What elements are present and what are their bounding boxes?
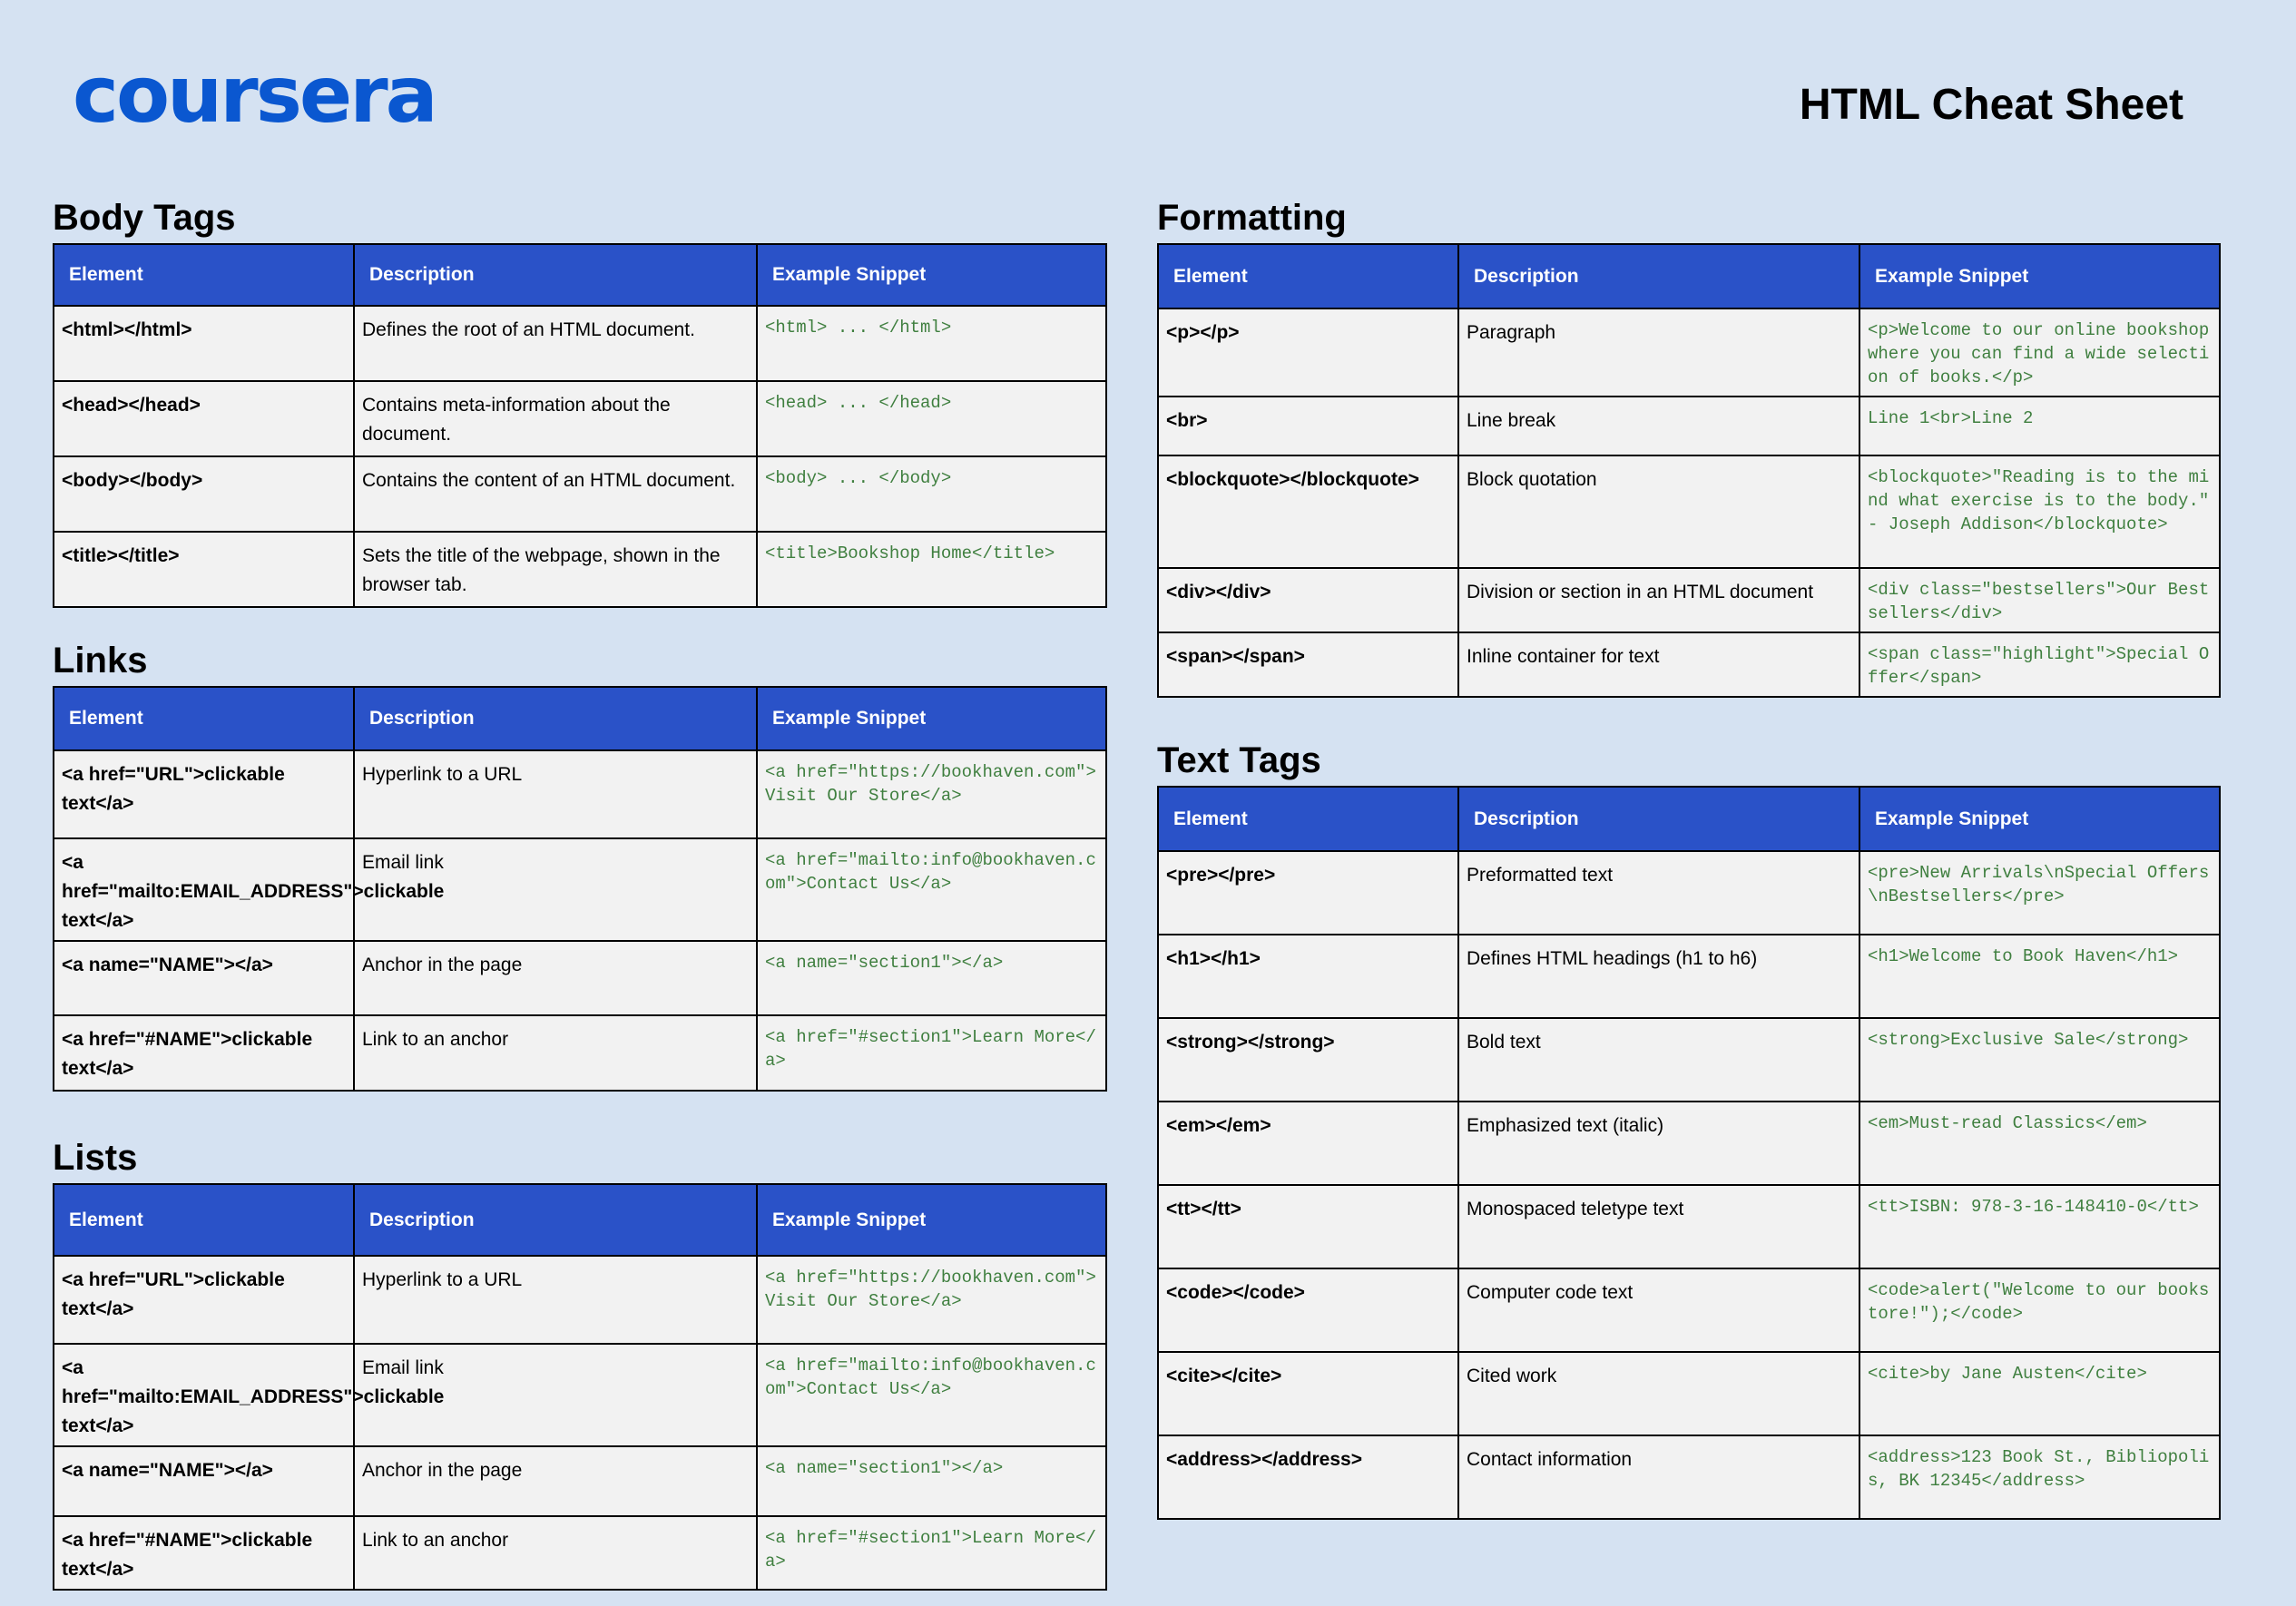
description-cell: Division or section in an HTML document (1458, 568, 1859, 632)
example-cell: <a href="#section1">Learn More</a> (757, 1516, 1106, 1590)
description-cell: Link to an anchor (354, 1516, 757, 1590)
table-row (1158, 397, 2220, 455)
table-header-row (54, 1184, 1106, 1256)
description-cell: Cited work (1458, 1352, 1859, 1435)
text-tags-table (1157, 786, 2221, 1520)
element-cell: <a name="NAME"></a> (54, 941, 354, 1015)
description-cell: Contains meta-information about the document. (354, 381, 757, 456)
section-title: Text Tags (1157, 740, 1321, 780)
body-tags-table (53, 243, 1107, 608)
example-cell: <div class="bestsellers">Our Bestsellers</div> (1859, 568, 2220, 632)
example-cell: <address>123 Book St., Bibliopolis, BK 12345</address> (1859, 1435, 2220, 1519)
column-header-description: Description (354, 687, 757, 750)
description-cell: Email link (354, 838, 757, 941)
description-cell: Block quotation (1458, 455, 1859, 568)
column-header-description: Description (1458, 244, 1859, 308)
column-header-example: Example Snippet (1859, 244, 2220, 308)
description-cell: Anchor in the page (354, 941, 757, 1015)
description-cell: Emphasized text (italic) (1458, 1102, 1859, 1185)
column-header-description: Description (1458, 787, 1859, 851)
element-cell: <a href="URL">clickable text</a> (54, 750, 354, 838)
description-cell: Bold text (1458, 1018, 1859, 1102)
table-row (54, 456, 1106, 532)
element-cell: <a href="mailto:EMAIL_ADDRESS">clickable text</a> (54, 1344, 354, 1446)
element-cell: <tt></tt> (1158, 1185, 1458, 1268)
element-cell: <a href="#NAME">clickable text</a> (54, 1516, 354, 1590)
coursera-logo: coursera (73, 50, 436, 141)
example-cell: <a href="mailto:info@bookhaven.com">Contact Us</a> (757, 1344, 1106, 1446)
element-cell: <a href="#NAME">clickable text</a> (54, 1015, 354, 1091)
element-cell: <a href="URL">clickable text</a> (54, 1256, 354, 1344)
table-row (1158, 632, 2220, 697)
element-cell: <title></title> (54, 532, 354, 607)
description-cell: Defines the root of an HTML document. (354, 306, 757, 381)
column-header-element: Element (54, 687, 354, 750)
example-cell: <a name="section1"></a> (757, 1446, 1106, 1516)
element-cell: <head></head> (54, 381, 354, 456)
column-header-element: Element (1158, 787, 1458, 851)
page-title: HTML Cheat Sheet (1799, 81, 2183, 129)
element-cell: <code></code> (1158, 1268, 1458, 1352)
description-cell: Inline container for text (1458, 632, 1859, 697)
element-cell: <html></html> (54, 306, 354, 381)
table-row (54, 381, 1106, 456)
section-title: Body Tags (53, 198, 236, 238)
example-cell: <a href="#section1">Learn More</a> (757, 1015, 1106, 1091)
lists-table (53, 1183, 1107, 1591)
example-cell: <tt>ISBN: 978-3-16-148410-0</tt> (1859, 1185, 2220, 1268)
description-cell: Contains the content of an HTML document. (354, 456, 757, 532)
example-cell: <html> ... </html> (757, 306, 1106, 381)
section-title: Lists (53, 1138, 138, 1178)
section-body-tags (53, 192, 1107, 608)
element-cell: <a href="mailto:EMAIL_ADDRESS">clickable text</a> (54, 838, 354, 941)
example-cell: <title>Bookshop Home</title> (757, 532, 1106, 607)
table-row (54, 1256, 1106, 1344)
section-text-tags (1157, 735, 2221, 1520)
table-row (1158, 308, 2220, 397)
example-cell: <pre>New Arrivals\nSpecial Offers\nBestsellers</pre> (1859, 851, 2220, 935)
element-cell: <body></body> (54, 456, 354, 532)
table-row (1158, 1102, 2220, 1185)
table-header-row (1158, 244, 2220, 308)
example-cell: <cite>by Jane Austen</cite> (1859, 1352, 2220, 1435)
example-cell: <a href="https://bookhaven.com">Visit Our Store</a> (757, 1256, 1106, 1344)
table-row (1158, 1268, 2220, 1352)
table-row (1158, 1352, 2220, 1435)
element-cell: <a name="NAME"></a> (54, 1446, 354, 1516)
example-cell: <strong>Exclusive Sale</strong> (1859, 1018, 2220, 1102)
description-cell: Hyperlink to a URL (354, 1256, 757, 1344)
description-cell: Anchor in the page (354, 1446, 757, 1516)
description-cell: Contact information (1458, 1435, 1859, 1519)
table-row (1158, 568, 2220, 632)
table-row (54, 306, 1106, 381)
element-cell: <strong></strong> (1158, 1018, 1458, 1102)
column-header-example: Example Snippet (757, 687, 1106, 750)
element-cell: <div></div> (1158, 568, 1458, 632)
element-cell: <h1></h1> (1158, 935, 1458, 1018)
example-cell: <a name="section1"></a> (757, 941, 1106, 1015)
example-cell: <p>Welcome to our online bookshop where you can find a wide selection of books.</p> (1859, 308, 2220, 397)
example-cell: <h1>Welcome to Book Haven</h1> (1859, 935, 2220, 1018)
table-row (1158, 1185, 2220, 1268)
example-cell: <a href="mailto:info@bookhaven.com">Contact Us</a> (757, 838, 1106, 941)
table-row (54, 750, 1106, 838)
table-row (54, 1516, 1106, 1590)
table-row (54, 532, 1106, 607)
column-header-description: Description (354, 1184, 757, 1256)
example-cell: <blockquote>"Reading is to the mind what exercise is to the body." - Joseph Addison</blockquote> (1859, 455, 2220, 568)
example-cell: <span class="highlight">Special Offer</span> (1859, 632, 2220, 697)
description-cell: Hyperlink to a URL (354, 750, 757, 838)
section-title: Formatting (1157, 198, 1347, 238)
description-cell: Link to an anchor (354, 1015, 757, 1091)
section-links (53, 635, 1107, 1092)
column-header-example: Example Snippet (757, 1184, 1106, 1256)
links-table (53, 686, 1107, 1092)
element-cell: <pre></pre> (1158, 851, 1458, 935)
column-header-example: Example Snippet (757, 244, 1106, 306)
element-cell: <p></p> (1158, 308, 1458, 397)
table-header-row (54, 687, 1106, 750)
table-row (1158, 935, 2220, 1018)
element-cell: <cite></cite> (1158, 1352, 1458, 1435)
section-title: Links (53, 641, 148, 681)
example-cell: <code>alert("Welcome to our bookstore!");</code> (1859, 1268, 2220, 1352)
table-row (54, 1015, 1106, 1091)
example-cell: <head> ... </head> (757, 381, 1106, 456)
table-row (54, 1344, 1106, 1446)
table-header-row (1158, 787, 2220, 851)
table-row (1158, 1018, 2220, 1102)
example-cell: <a href="https://bookhaven.com">Visit Our Store</a> (757, 750, 1106, 838)
section-formatting (1157, 192, 2221, 698)
formatting-table (1157, 243, 2221, 698)
table-row (1158, 851, 2220, 935)
column-header-description: Description (354, 244, 757, 306)
description-cell: Email link (354, 1344, 757, 1446)
column-header-element: Element (54, 1184, 354, 1256)
description-cell: Preformatted text (1458, 851, 1859, 935)
example-cell: <em>Must-read Classics</em> (1859, 1102, 2220, 1185)
table-row (54, 1446, 1106, 1516)
element-cell: <address></address> (1158, 1435, 1458, 1519)
description-cell: Defines HTML headings (h1 to h6) (1458, 935, 1859, 1018)
description-cell: Sets the title of the webpage, shown in the browser tab. (354, 532, 757, 607)
column-header-element: Element (54, 244, 354, 306)
column-header-example: Example Snippet (1859, 787, 2220, 851)
element-cell: <blockquote></blockquote> (1158, 455, 1458, 568)
description-cell: Computer code text (1458, 1268, 1859, 1352)
element-cell: <span></span> (1158, 632, 1458, 697)
description-cell: Line break (1458, 397, 1859, 455)
description-cell: Paragraph (1458, 308, 1859, 397)
column-header-element: Element (1158, 244, 1458, 308)
table-row (1158, 1435, 2220, 1519)
example-cell: <body> ... </body> (757, 456, 1106, 532)
table-row (1158, 455, 2220, 568)
table-row (54, 838, 1106, 941)
table-header-row (54, 244, 1106, 306)
table-row (54, 941, 1106, 1015)
element-cell: <em></em> (1158, 1102, 1458, 1185)
description-cell: Monospaced teletype text (1458, 1185, 1859, 1268)
section-lists (53, 1132, 1107, 1591)
example-cell: Line 1<br>Line 2 (1859, 397, 2220, 455)
element-cell: <br> (1158, 397, 1458, 455)
